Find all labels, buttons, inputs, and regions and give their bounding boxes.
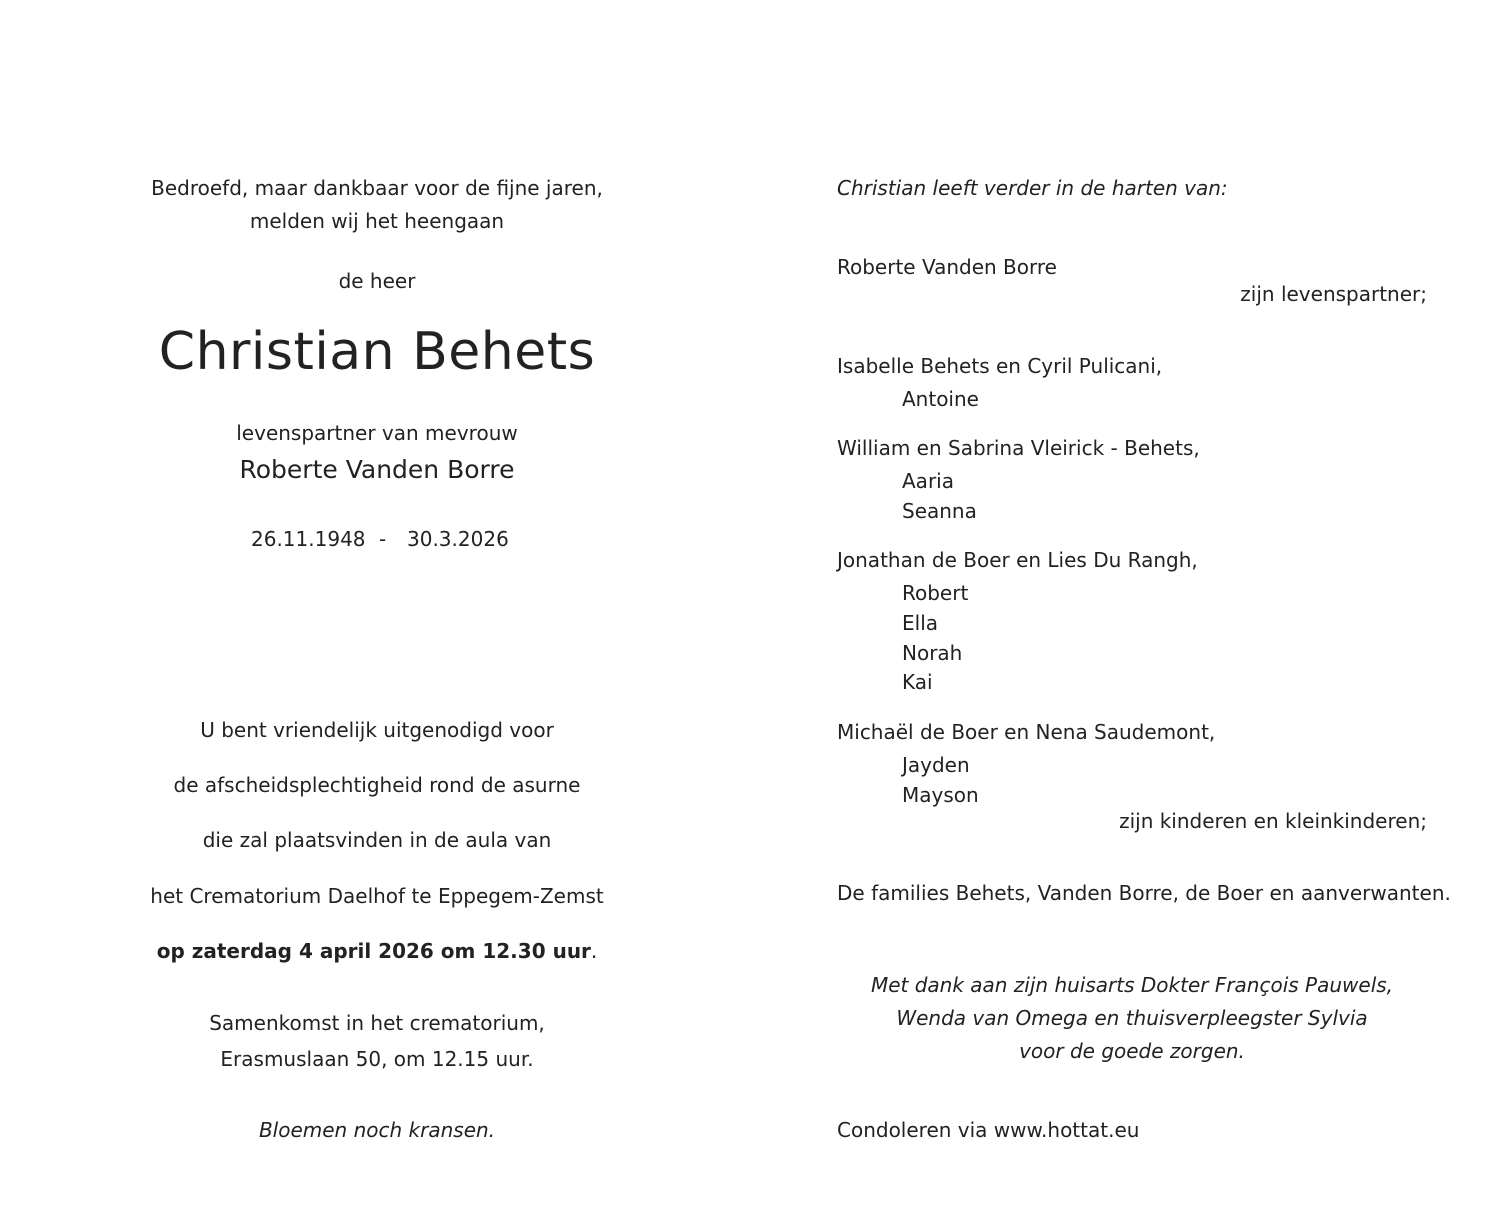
family-4-child-1: Jayden (902, 753, 970, 777)
right-heading: Christian leeft verder in de harten van: (837, 176, 1228, 200)
family-1-parents: Isabelle Behets en Cyril Pulicani, (837, 354, 1163, 378)
ceremony-date: op zaterdag 4 april 2026 om 12.30 uur (156, 939, 591, 963)
partner-name: Roberte Vanden Borre (239, 455, 515, 484)
ceremony-line (120, 939, 634, 963)
partner-entry: Roberte Vanden Borre (837, 255, 1057, 279)
condolences-line: Condoleren via www.hottat.eu (837, 1118, 1140, 1142)
partner-label: levenspartner van mevrouw (236, 421, 518, 445)
honorific: de heer (338, 269, 416, 293)
family-2-parents: William en Sabrina Vleirick - Behets, (837, 436, 1200, 460)
family-4-child-2: Mayson (902, 783, 979, 807)
partner-role: zijn levenspartner; (1240, 282, 1427, 306)
family-2-child-2: Seanna (902, 499, 977, 523)
family-4-parents: Michaël de Boer en Nena Saudemont, (837, 720, 1216, 744)
family-3-child-2: Ella (902, 611, 939, 635)
birth-date: 26.11.1948 (251, 527, 366, 551)
thanks-line-3: voor de goede zorgen. (1019, 1039, 1245, 1063)
intro-line-2: melden wij het heengaan (249, 209, 505, 233)
children-role: zijn kinderen en kleinkinderen; (1119, 809, 1427, 833)
intro-line-1: Bedroefd, maar dankbaar voor de fijne jaren, (151, 176, 603, 200)
family-2-child-1: Aaria (902, 469, 954, 493)
deceased-name: Christian Behets (158, 322, 596, 382)
invitation-line-4: het Crematorium Daelhof te Eppegem-Zemst (150, 884, 604, 908)
date-separator: - (379, 527, 387, 551)
family-3-child-3: Norah (902, 641, 963, 665)
ceremony-period: . (590, 939, 598, 963)
family-3-child-4: Kai (902, 670, 933, 694)
flowers-note: Bloemen noch kransen. (258, 1118, 496, 1142)
family-3-child-1: Robert (902, 581, 969, 605)
family-1-child-1: Antoine (902, 387, 979, 411)
thanks-line-2: Wenda van Omega en thuisverpleegster Sylvia (896, 1006, 1368, 1030)
relatives-line: De families Behets, Vanden Borre, de Boer en aanverwanten. (837, 881, 1451, 905)
family-3-parents: Jonathan de Boer en Lies Du Rangh, (837, 548, 1198, 572)
death-date: 30.3.2026 (407, 527, 509, 551)
gathering-line-1: Samenkomst in het crematorium, (209, 1011, 545, 1035)
gathering-line-2: Erasmuslaan 50, om 12.15 uur. (220, 1047, 534, 1071)
invitation-line-1: U bent vriendelijk uitgenodigd voor (200, 718, 554, 742)
invitation-line-2: de afscheidsplechtigheid rond de asurne (173, 773, 581, 797)
thanks-line-1: Met dank aan zijn huisarts Dokter François Pauwels, (870, 973, 1394, 997)
invitation-line-3: die zal plaatsvinden in de aula van (202, 828, 552, 852)
